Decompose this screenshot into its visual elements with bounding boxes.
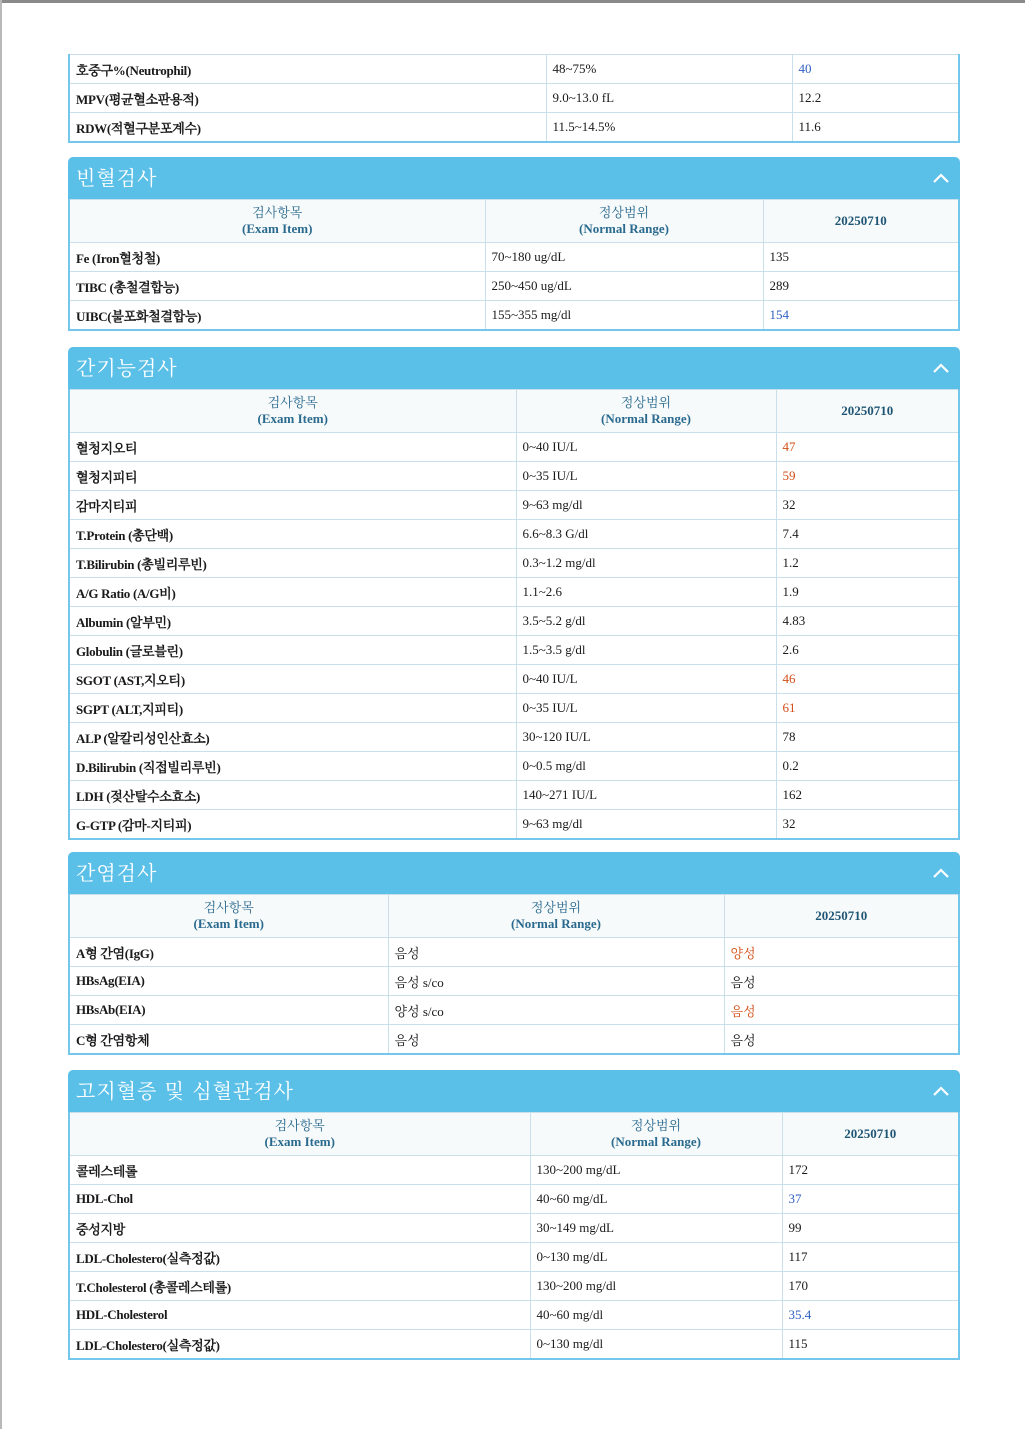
result-value-cell: 170 bbox=[782, 1272, 959, 1301]
normal-range-cell: 30~120 IU/L bbox=[516, 723, 776, 752]
exam-item-cell: 감마지티피 bbox=[69, 491, 516, 520]
cbc-table bbox=[68, 54, 960, 143]
normal-range-cell: 130~200 mg/dl bbox=[530, 1272, 782, 1301]
table-row bbox=[69, 433, 959, 462]
exam-item-cell: Albumin (알부민) bbox=[69, 607, 516, 636]
result-value-cell: 289 bbox=[763, 272, 959, 301]
result-value-cell: 4.83 bbox=[776, 607, 959, 636]
exam-item-cell: SGOT (AST,지오티) bbox=[69, 665, 516, 694]
hepatitis-table bbox=[68, 894, 960, 1055]
col-header-en: (Exam Item) bbox=[193, 916, 264, 931]
result-value-cell: 172 bbox=[782, 1156, 959, 1185]
result-value-cell: 162 bbox=[776, 781, 959, 810]
result-value-cell: 37 bbox=[782, 1185, 959, 1214]
col-header-date: 20250710 bbox=[776, 390, 959, 433]
result-value-cell: 음성 bbox=[724, 1025, 959, 1055]
cbc-table-block bbox=[68, 54, 960, 143]
table-row bbox=[69, 1214, 959, 1243]
table-row bbox=[69, 636, 959, 665]
normal-range-cell: 1.1~2.6 bbox=[516, 578, 776, 607]
table-row bbox=[69, 1156, 959, 1185]
lipid-table bbox=[68, 1112, 960, 1360]
normal-range-cell: 0~0.5 mg/dl bbox=[516, 752, 776, 781]
normal-range-cell: 40~60 mg/dl bbox=[530, 1301, 782, 1330]
col-header-en: (Normal Range) bbox=[601, 411, 691, 426]
table-header-row bbox=[69, 200, 959, 243]
table-row bbox=[69, 113, 959, 143]
exam-item-cell: LDL-Cholestero(실측정값) bbox=[69, 1330, 530, 1360]
result-value-cell: 78 bbox=[776, 723, 959, 752]
result-value-cell: 40 bbox=[792, 55, 959, 84]
table-row bbox=[69, 694, 959, 723]
normal-range-cell: 40~60 mg/dL bbox=[530, 1185, 782, 1214]
normal-range-cell: 양성 s/co bbox=[388, 996, 724, 1025]
exam-item-cell: RDW(적혈구분포계수) bbox=[69, 113, 546, 143]
col-header-ko: 정상범위 bbox=[530, 900, 582, 915]
table-row bbox=[69, 301, 959, 331]
col-header-en: (Exam Item) bbox=[264, 1134, 335, 1149]
exam-item-cell: D.Bilirubin (직접빌리루빈) bbox=[69, 752, 516, 781]
exam-item-cell: LDL-Cholestero(실측정값) bbox=[69, 1243, 530, 1272]
col-header-exam-item bbox=[69, 200, 485, 243]
table-row bbox=[69, 243, 959, 272]
normal-range-cell: 0~35 IU/L bbox=[516, 462, 776, 491]
liver-panel-header[interactable] bbox=[68, 347, 960, 389]
normal-range-cell: 130~200 mg/dL bbox=[530, 1156, 782, 1185]
exam-item-cell: T.Bilirubin (총빌리루빈) bbox=[69, 549, 516, 578]
table-row bbox=[69, 1185, 959, 1214]
exam-item-cell: T.Cholesterol (총콜레스테롤) bbox=[69, 1272, 530, 1301]
table-row bbox=[69, 578, 959, 607]
page-left-border bbox=[0, 0, 2, 1429]
result-value-cell: 32 bbox=[776, 491, 959, 520]
normal-range-cell: 음성 bbox=[388, 938, 724, 967]
table-header-row bbox=[69, 895, 959, 938]
col-header-ko: 검사항목 bbox=[252, 205, 303, 220]
result-value-cell: 154 bbox=[763, 301, 959, 331]
result-value-cell: 99 bbox=[782, 1214, 959, 1243]
col-header-en: (Normal Range) bbox=[611, 1134, 701, 1149]
normal-range-cell: 11.5~14.5% bbox=[546, 113, 792, 143]
normal-range-cell: 9~63 mg/dl bbox=[516, 810, 776, 840]
col-header-exam-item bbox=[69, 1113, 530, 1156]
table-row bbox=[69, 84, 959, 113]
exam-item-cell: C형 간염항체 bbox=[69, 1025, 388, 1055]
table-row bbox=[69, 549, 959, 578]
table-row bbox=[69, 996, 959, 1025]
page-top-border bbox=[0, 0, 1025, 3]
table-row bbox=[69, 272, 959, 301]
col-header-en: (Exam Item) bbox=[257, 411, 328, 426]
exam-item-cell: A형 간염(IgG) bbox=[69, 938, 388, 967]
col-header-ko: 정상범위 bbox=[630, 1118, 682, 1133]
normal-range-cell: 1.5~3.5 g/dl bbox=[516, 636, 776, 665]
exam-item-cell: 혈청지피티 bbox=[69, 462, 516, 491]
exam-item-cell: Fe (Iron혈청철) bbox=[69, 243, 485, 272]
normal-range-cell: 48~75% bbox=[546, 55, 792, 84]
liver-table bbox=[68, 389, 960, 840]
result-value-cell: 2.6 bbox=[776, 636, 959, 665]
exam-item-cell: HDL-Chol bbox=[69, 1185, 530, 1214]
table-row bbox=[69, 752, 959, 781]
chevron-up-icon[interactable] bbox=[932, 361, 950, 375]
table-header-row bbox=[69, 1113, 959, 1156]
col-header-ko: 검사항목 bbox=[274, 1118, 325, 1133]
exam-item-cell: 중성지방 bbox=[69, 1214, 530, 1243]
normal-range-cell: 6.6~8.3 G/dl bbox=[516, 520, 776, 549]
result-value-cell: 음성 bbox=[724, 996, 959, 1025]
section-title: 고지혈증 및 심혈관검사 bbox=[76, 1079, 294, 1103]
table-row bbox=[69, 1243, 959, 1272]
result-value-cell: 0.2 bbox=[776, 752, 959, 781]
normal-range-cell: 9~63 mg/dl bbox=[516, 491, 776, 520]
normal-range-cell: 0~35 IU/L bbox=[516, 694, 776, 723]
normal-range-cell: 0~130 mg/dL bbox=[530, 1243, 782, 1272]
exam-item-cell: T.Protein (총단백) bbox=[69, 520, 516, 549]
table-row bbox=[69, 462, 959, 491]
exam-item-cell: TIBC (총철결합능) bbox=[69, 272, 485, 301]
col-header-exam-item bbox=[69, 390, 516, 433]
table-row bbox=[69, 1272, 959, 1301]
result-value-cell: 1.9 bbox=[776, 578, 959, 607]
normal-range-cell: 0~40 IU/L bbox=[516, 665, 776, 694]
hepatitis-panel-header[interactable] bbox=[68, 852, 960, 894]
result-value-cell: 115 bbox=[782, 1330, 959, 1360]
normal-range-cell: 155~355 mg/dl bbox=[485, 301, 763, 331]
section-title: 빈혈검사 bbox=[76, 166, 158, 190]
chevron-up-icon[interactable] bbox=[932, 866, 950, 880]
col-header-ko: 정상범위 bbox=[620, 395, 672, 410]
normal-range-cell: 30~149 mg/dL bbox=[530, 1214, 782, 1243]
chevron-up-icon[interactable] bbox=[932, 1084, 950, 1098]
table-row bbox=[69, 781, 959, 810]
result-value-cell: 12.2 bbox=[792, 84, 959, 113]
table-header-row bbox=[69, 390, 959, 433]
normal-range-cell: 140~271 IU/L bbox=[516, 781, 776, 810]
col-header-date: 20250710 bbox=[724, 895, 959, 938]
col-header-exam-item bbox=[69, 895, 388, 938]
normal-range-cell: 3.5~5.2 g/dl bbox=[516, 607, 776, 636]
exam-item-cell: UIBC(불포화철결합능) bbox=[69, 301, 485, 331]
section-title: 간기능검사 bbox=[76, 356, 178, 380]
normal-range-cell: 0~130 mg/dl bbox=[530, 1330, 782, 1360]
normal-range-cell: 9.0~13.0 fL bbox=[546, 84, 792, 113]
table-row bbox=[69, 520, 959, 549]
col-header-ko: 검사항목 bbox=[203, 900, 254, 915]
exam-item-cell: A/G Ratio (A/G비) bbox=[69, 578, 516, 607]
col-header-normal-range bbox=[516, 390, 776, 433]
col-header-normal-range bbox=[485, 200, 763, 243]
exam-item-cell: HBsAb(EIA) bbox=[69, 996, 388, 1025]
chevron-up-icon[interactable] bbox=[932, 171, 950, 185]
normal-range-cell: 음성 s/co bbox=[388, 967, 724, 996]
normal-range-cell: 250~450 ug/dL bbox=[485, 272, 763, 301]
exam-item-cell: 호중구%(Neutrophil) bbox=[69, 55, 546, 84]
table-row bbox=[69, 810, 959, 840]
exam-item-cell: 혈청지오티 bbox=[69, 433, 516, 462]
exam-item-cell: MPV(평균혈소판용적) bbox=[69, 84, 546, 113]
result-value-cell: 46 bbox=[776, 665, 959, 694]
col-header-en: (Normal Range) bbox=[511, 916, 601, 931]
col-header-ko: 정상범위 bbox=[598, 205, 650, 220]
table-row bbox=[69, 665, 959, 694]
table-row bbox=[69, 938, 959, 967]
exam-item-cell: HDL-Cholesterol bbox=[69, 1301, 530, 1330]
anemia-section bbox=[68, 157, 960, 331]
lipid-section bbox=[68, 1070, 960, 1360]
result-value-cell: 7.4 bbox=[776, 520, 959, 549]
table-row bbox=[69, 491, 959, 520]
col-header-date: 20250710 bbox=[782, 1113, 959, 1156]
section-title: 간염검사 bbox=[76, 861, 158, 885]
result-value-cell: 음성 bbox=[724, 967, 959, 996]
table-row bbox=[69, 967, 959, 996]
result-value-cell: 11.6 bbox=[792, 113, 959, 143]
table-row bbox=[69, 607, 959, 636]
exam-item-cell: G-GTP (감마-지티피) bbox=[69, 810, 516, 840]
result-value-cell: 1.2 bbox=[776, 549, 959, 578]
result-value-cell: 59 bbox=[776, 462, 959, 491]
exam-item-cell: Globulin (글로블린) bbox=[69, 636, 516, 665]
result-value-cell: 61 bbox=[776, 694, 959, 723]
anemia-table bbox=[68, 199, 960, 331]
exam-item-cell: HBsAg(EIA) bbox=[69, 967, 388, 996]
col-header-en: (Exam Item) bbox=[242, 221, 313, 236]
result-value-cell: 135 bbox=[763, 243, 959, 272]
table-row bbox=[69, 1301, 959, 1330]
exam-item-cell: SGPT (ALT,지피티) bbox=[69, 694, 516, 723]
result-value-cell: 117 bbox=[782, 1243, 959, 1272]
normal-range-cell: 70~180 ug/dL bbox=[485, 243, 763, 272]
result-value-cell: 35.4 bbox=[782, 1301, 959, 1330]
result-value-cell: 47 bbox=[776, 433, 959, 462]
exam-item-cell: 콜레스테롤 bbox=[69, 1156, 530, 1185]
col-header-normal-range bbox=[388, 895, 724, 938]
lipid-panel-header[interactable] bbox=[68, 1070, 960, 1112]
normal-range-cell: 0~40 IU/L bbox=[516, 433, 776, 462]
hepatitis-section bbox=[68, 852, 960, 1055]
normal-range-cell: 음성 bbox=[388, 1025, 724, 1055]
col-header-normal-range bbox=[530, 1113, 782, 1156]
table-row bbox=[69, 55, 959, 84]
anemia-panel-header[interactable] bbox=[68, 157, 960, 199]
col-header-en: (Normal Range) bbox=[579, 221, 669, 236]
col-header-ko: 검사항목 bbox=[267, 395, 318, 410]
table-row bbox=[69, 723, 959, 752]
liver-section bbox=[68, 347, 960, 840]
result-value-cell: 32 bbox=[776, 810, 959, 840]
table-row bbox=[69, 1025, 959, 1055]
exam-item-cell: LDH (젖산탈수소효소) bbox=[69, 781, 516, 810]
exam-item-cell: ALP (알칼리성인산효소) bbox=[69, 723, 516, 752]
result-value-cell: 양성 bbox=[724, 938, 959, 967]
table-row bbox=[69, 1330, 959, 1360]
normal-range-cell: 0.3~1.2 mg/dl bbox=[516, 549, 776, 578]
col-header-date: 20250710 bbox=[763, 200, 959, 243]
